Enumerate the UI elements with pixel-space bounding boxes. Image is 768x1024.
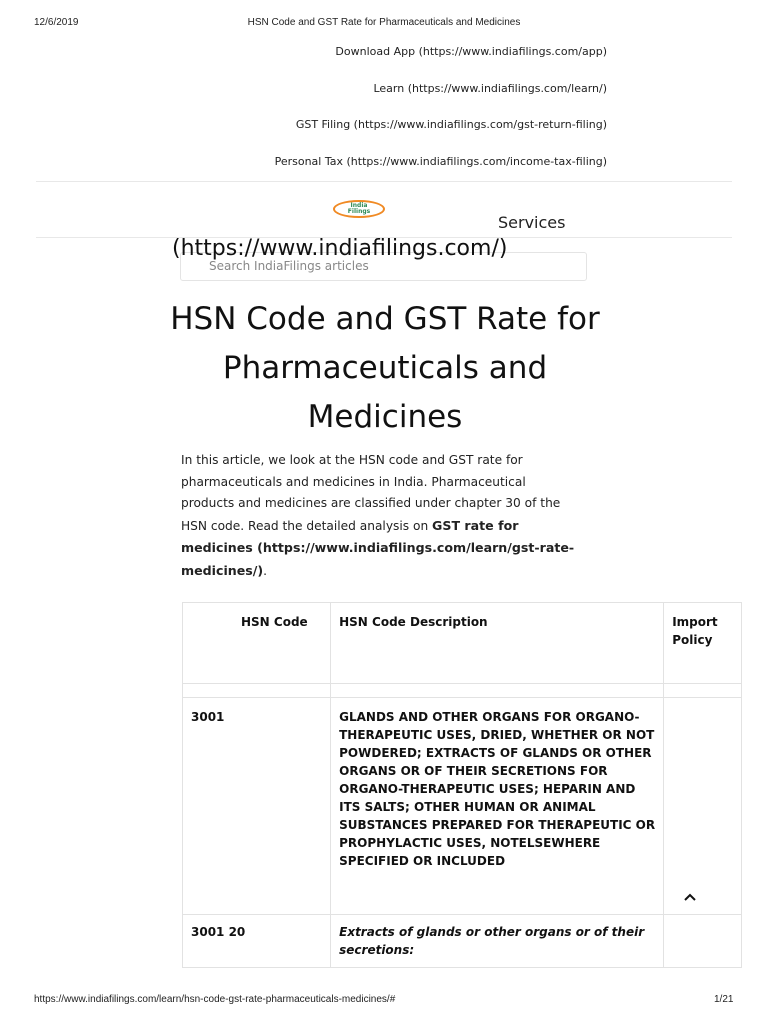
nav-link-learn[interactable]: Learn (https://www.indiafilings.com/learn/) — [373, 82, 607, 95]
intro-paragraph — [181, 450, 581, 582]
logo-text-line-1: India — [350, 202, 368, 209]
nav-link-gst-filing[interactable]: GST Filing (https://www.indiafilings.com/gst-return-filing) — [295, 118, 607, 131]
services-menu[interactable]: Services — [498, 213, 566, 232]
row-code: 3001 20 — [183, 915, 331, 968]
row-policy — [664, 698, 742, 915]
header-hsn-code: HSN Code — [183, 603, 331, 684]
row-policy — [664, 915, 742, 968]
table-spacer-row — [183, 684, 742, 698]
nav-link-personal-tax[interactable]: Personal Tax (https://www.indiafilings.com/income-tax-filing) — [274, 155, 607, 168]
nav-link-download-app[interactable]: Download App (https://www.indiafilings.com/app) — [335, 45, 607, 58]
intro-text: In this article, we look at the HSN code and GST rate for pharmaceuticals and medicines in India. Pharmaceutical products and medicines are classified under chapter 30 of the HSN code. Read the detailed analysis on — [181, 453, 561, 533]
nav-divider — [36, 181, 732, 182]
scroll-top-button[interactable] — [683, 887, 697, 906]
row-description: GLANDS AND OTHER ORGANS FOR ORGANO-THERAPEUTIC USES, DRIED, WHETHER OR NOT POWDERED; EXTRACTS OF GLANDS OR OTHER ORGANS OR OF THEIR SECRETIONS FOR ORGANO-THERAPEUTIC USES; HEPARIN AND ITS SALTS; OTHER HUMAN OR ANIMAL SUBSTANCES PREPARED FOR THERAPEUTIC OR PROPHYLACTIC USES, NOTELSEWHERE SPECIFIED OR INCLUDED — [331, 698, 664, 915]
gst-rate-medicines-link[interactable]: GST rate for medicines (https://www.indiafilings.com/learn/gst-rate-medicines/) — [181, 517, 575, 578]
logo-text-line-2: Filings — [347, 208, 371, 215]
row-description: Extracts of glands or other organs or of their secretions: — [331, 915, 664, 968]
print-footer-url: https://www.indiafilings.com/learn/hsn-code-gst-rate-pharmaceuticals-medicines/# — [34, 994, 396, 1005]
table-header-row — [183, 603, 742, 684]
search-input[interactable]: Search IndiaFilings articles — [180, 252, 587, 281]
header-description: HSN Code Description — [331, 603, 664, 684]
header-import-policy: Import Policy — [664, 603, 742, 684]
print-doc-title: HSN Code and GST Rate for Pharmaceuticals and Medicines — [247, 17, 521, 28]
print-page-number: 1/21 — [714, 994, 734, 1005]
hsn-table — [182, 602, 742, 968]
table-row — [183, 915, 742, 968]
page-title: HSN Code and GST Rate for Pharmaceuticals and Medicines — [170, 301, 600, 435]
home-link[interactable]: (https://www.indiafilings.com/) — [172, 236, 508, 261]
caret-up-icon — [683, 892, 697, 902]
print-date: 12/6/2019 — [34, 17, 79, 28]
indiafilings-logo[interactable] — [333, 200, 385, 218]
table-row — [183, 698, 742, 915]
row-code: 3001 — [183, 698, 331, 915]
intro-end: . — [263, 563, 268, 578]
